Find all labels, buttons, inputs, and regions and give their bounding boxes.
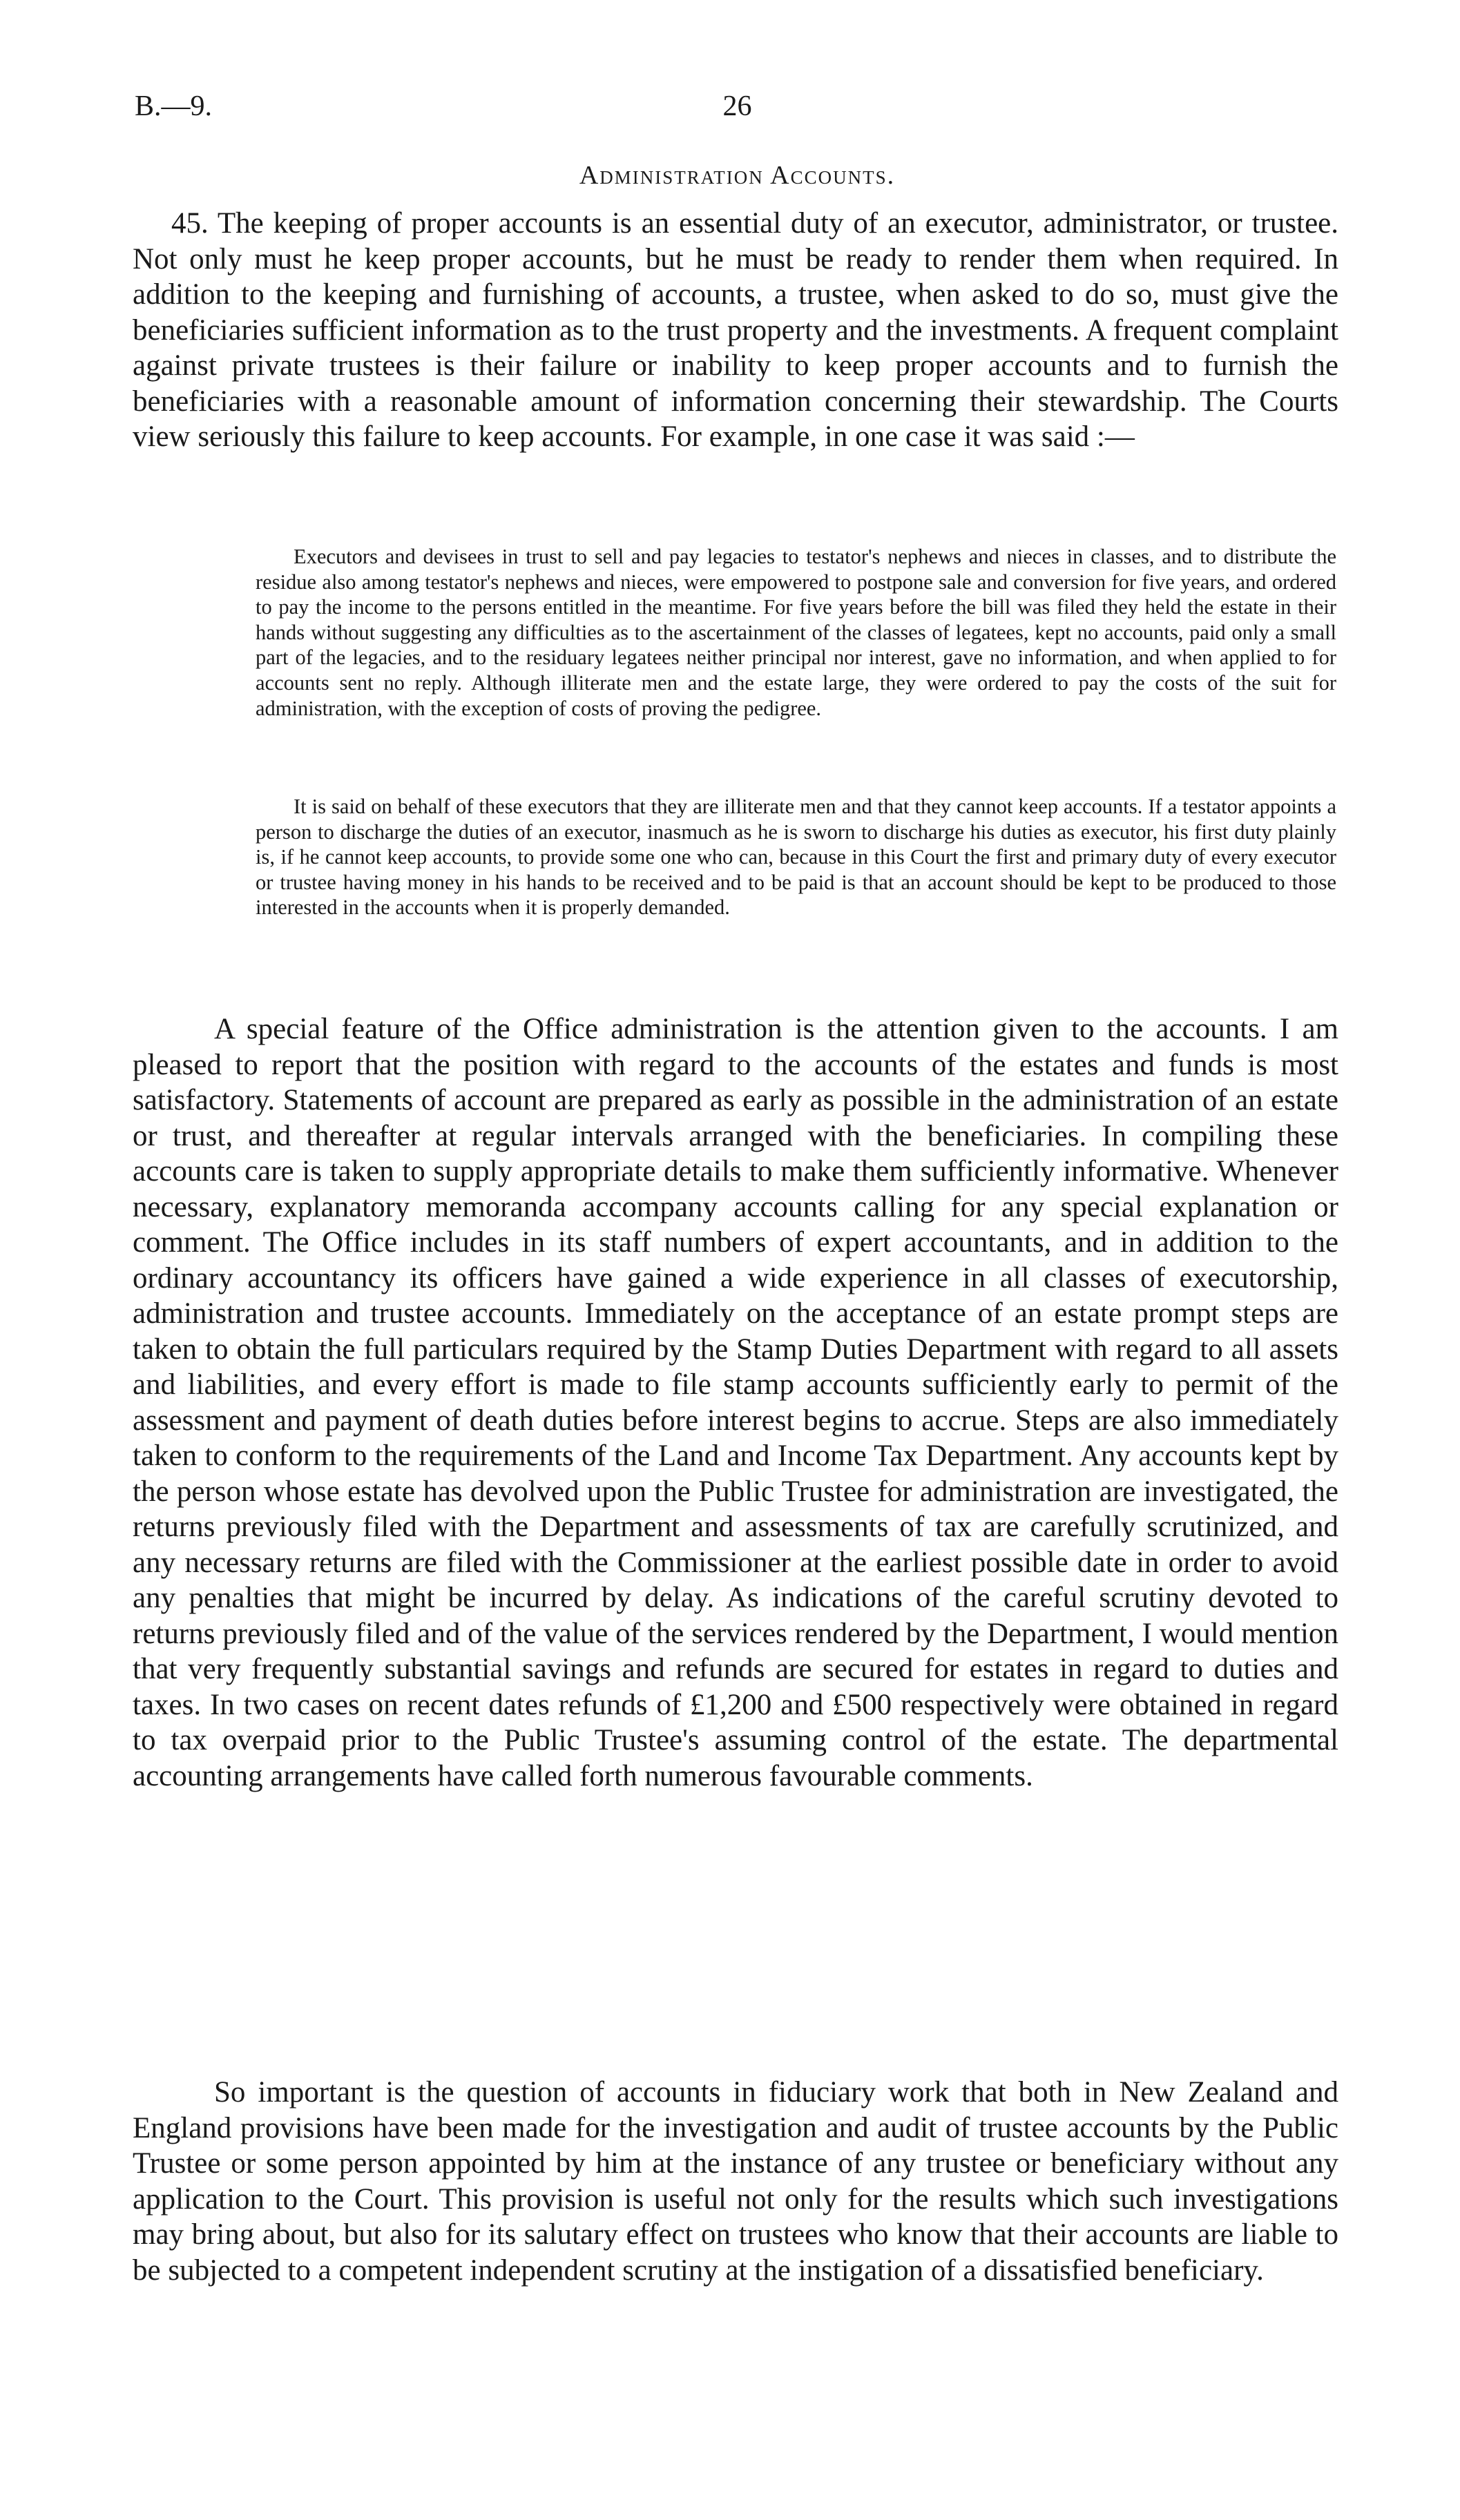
document-code: B.—9.: [135, 90, 213, 122]
quoted-judgment: It is said on behalf of these executors that they are illiterate men and that they cannot keep accounts. If a testator appoints a person to discharge the duties of an executor, inasmuch as he is sworn to discharge his duties as executor, his first duty plainly is, if he cannot keep accounts, to provide some one who can, because in this Court the first and primary duty of every executor or trustee having money in his hands to be received and to be paid is that an account should be kept to be produced to those interested in the accounts when it is properly demanded.: [256, 795, 1336, 920]
paragraph-office-administration: A special feature of the Office administration is the attention given to the accounts. I am pleased to report that the position with regard to the accounts of the estates and funds is most satisfactory. Statements of account are prepared as early as possible in the administration of an estate or trust, and thereafter at regular intervals arranged with the beneficiaries. In compiling these accounts care is taken to supply appropriate details to make them sufficiently informative. Whenever necessary, explanatory memoranda accompany accounts calling for any special explanation or comment. The Office includes in its staff numbers of expert accountants, and in addition to the ordinary accountancy its officers have gained a wide experience in all classes of executorship, administration and trustee accounts. Immediately on the acceptance of an estate prompt steps are taken to obtain the full particulars required by the Stamp Duties Department with regard to all assets and liabilities, and every effort is made to file stamp accounts sufficiently early to permit of the assessment and payment of death duties before interest begins to accrue. Steps are also immediately taken to conform to the requirements of the Land and Income Tax Department. Any accounts kept by the person whose estate has devolved upon the Public Trustee for administration are investigated, the returns previously filed with the Department and assessments of tax are carefully scrutinized, and any necessary returns are filed with the Commissioner at the earliest possible date in order to avoid any penalties that might be incurred by delay. As indications of the careful scrutiny devoted to returns previously filed and of the value of the services rendered by the Department, I would mention that very frequently substantial savings and refunds are secured for estates in regard to duties and taxes. In two cases on recent dates refunds of £1,200 and £500 respectively were obtained in regard to tax overpaid prior to the Public Trustee's assuming control of the estate. The departmental accounting arrangements have called forth numerous favourable comments.: [133, 1013, 1338, 1792]
quoted-case-summary: Executors and devisees in trust to sell and pay legacies to testator's nephews and nieces in classes, and to distribute the residue also among testator's nephews and nieces, were empowered to postpone sale and conversion for five years, and ordered to pay the income to the persons entitled in the meantime. For five years before the bill was filed they held the estate in their hands without suggesting any difficulties as to the ascertainment of the classes of legatees, kept no accounts, paid only a small part of the legacies, and to the residuary legatees neither principal nor interest, gave no information, and when applied to for accounts sent no reply. Although illiterate men and the estate large, they were ordered to pay the costs of the suit for administration, with the exception of costs of proving the pedigree.: [256, 545, 1336, 720]
page-number: 26: [722, 90, 752, 122]
section-title: Administration Accounts.: [579, 161, 896, 190]
page-header: [135, 90, 1340, 131]
paragraph-audit-provisions: So important is the question of accounts in fiduciary work that both in New Zealand and England provisions have been made for the investigation and audit of trustee accounts by the Public Trustee or some person appointed by him at the instance of any trustee or beneficiary without any application to the Court. This provision is useful not only for the results which such investigations may bring about, but also for its salutary effect on trustees who know that their accounts are liable to be subjected to a competent independent scrutiny at the instigation of a dissatisfied beneficiary.: [133, 2076, 1338, 2287]
paragraph-45: 45. The keeping of proper accounts is an essential duty of an executor, administrator, or trustee. Not only must he keep proper accounts, but he must be ready to render them when required. In addition to the keeping and furnishing of accounts, a trustee, when asked to do so, must give the beneficiaries sufficient information as to the trust property and the investments. A frequent complaint against private trustees is their failure or inability to keep proper accounts and to furnish the beneficiaries with a reasonable amount of information concerning their stewardship. The Courts view seriously this failure to keep accounts. For example, in one case it was said :—: [133, 207, 1338, 453]
